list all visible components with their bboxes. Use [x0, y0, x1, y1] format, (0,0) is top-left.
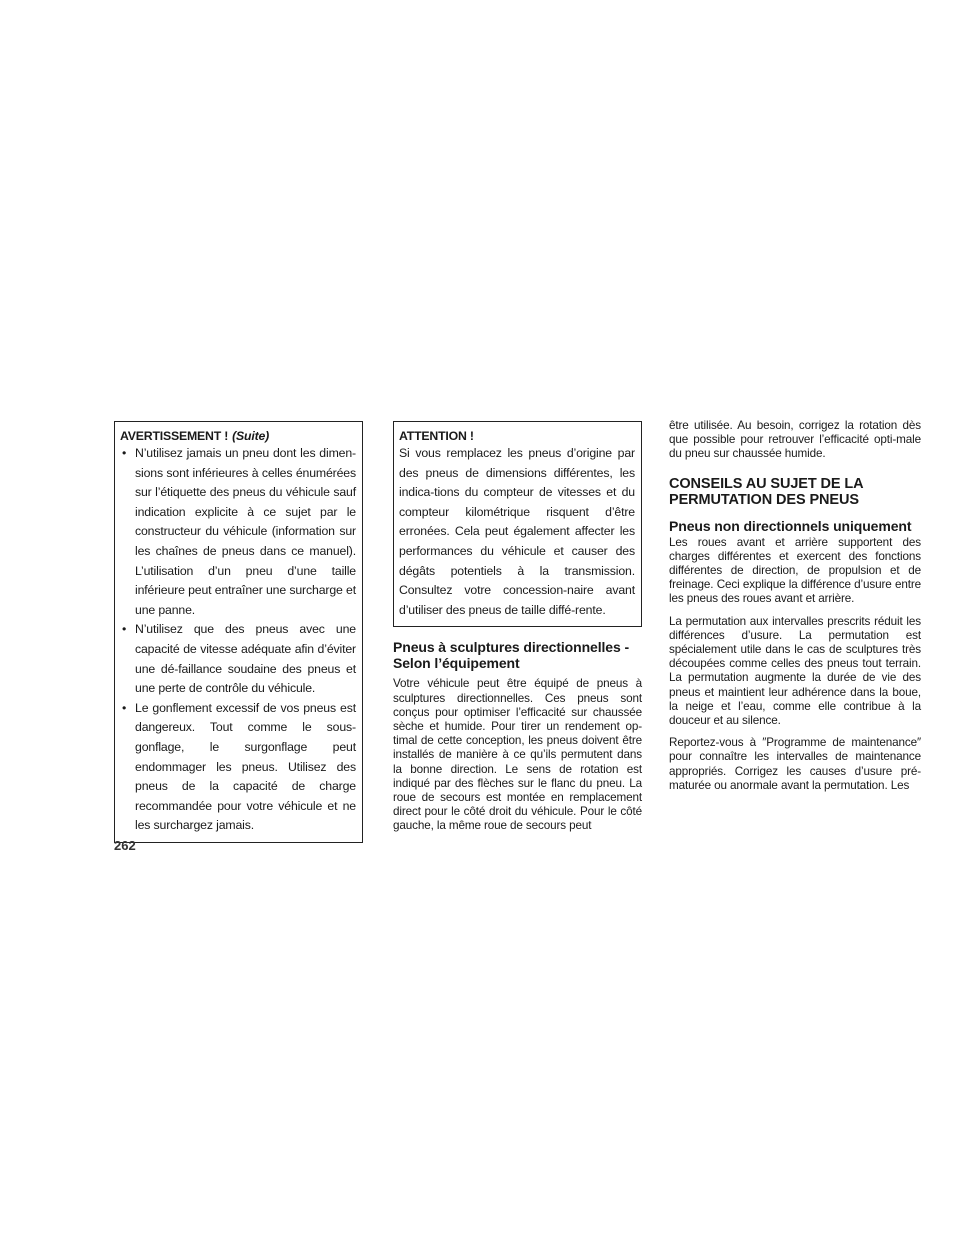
column-1	[114, 421, 363, 843]
attention-text: Si vous remplacez les pneus d’origine par des pneus de dimensions différentes, les indica-tions du compteur de vitesses et du compteur kilométrique risquent d’être erronées. Cela peut également affecter les performances du véhicule et causer des dégâts potentiels à la transmission. Consultez votre concession-naire avant d’utiliser des pneus de taille diffé-rente.	[399, 446, 635, 617]
bullet-icon: •	[122, 700, 127, 715]
warning-bullet-text: Le gonflement excessif de vos pneus est dangereux. Tout comme le sous-gonflage, le surgonflage peut endommager les pneus. Utilisez des pneus de la capacité de charge recommandée pour votre véhicule et ne les surchargez jamais.	[135, 700, 356, 833]
warning-bullet-text: N’utilisez jamais un pneu dont les dimen-sions sont inférieures à celles énumérées sur l’étiquette des pneus du véhicule sauf indication explicite à ce sujet par le constructeur du véhicule (information sur les chaînes de pneus dans ce manuel). L’utilisation d’un pneu d’une taille inférieure peut entraîner une surcharge et une panne.	[135, 446, 356, 617]
attention-box	[393, 421, 642, 627]
continuation-paragraph: être utilisée. Au besoin, corrigez la rotation dès que possible pour retrouver l’efficacité opti-male du pneu sur chaussée humide.	[669, 419, 921, 461]
sub-heading: Pneus non directionnels uniquement	[669, 517, 912, 534]
warning-box	[114, 421, 363, 843]
warning-bullet-3	[120, 699, 356, 836]
bullet-icon: •	[122, 622, 127, 637]
warning-title-text: AVERTISSEMENT !	[120, 429, 229, 443]
attention-title: ATTENTION !	[399, 429, 474, 443]
body-paragraph-1: Les roues avant et arrière supportent des charges différentes et exercent des fonctions différentes de direction, de propulsion et de freinage. Ceci explique la différence d’usure entre les pneus des roues avant et arrière.	[669, 535, 921, 606]
column-3	[669, 419, 921, 801]
warning-title	[120, 428, 356, 444]
body-paragraph-2: La permutation aux intervalles prescrits réduit les différences d’usure. La permutation est spécialement utile dans le cas de sculptures très découpées comme celles des pneus tout terrain. La permutation augmente la durée de vie des pneus et maintient leur adhérence dans la boue, la neige et l’eau, comme elle contribue à la douceur et au silence.	[669, 614, 921, 728]
page-number: 262	[114, 838, 136, 853]
bullet-icon: •	[122, 446, 127, 460]
directional-heading: Pneus à sculptures directionnelles - Selon l’équipement	[393, 639, 630, 672]
warning-bullet-1	[120, 444, 356, 620]
warning-subtitle: (Suite)	[232, 429, 269, 443]
section-heading: CONSEILS AU SUJET DE LA PERMUTATION DES PNEUS	[669, 475, 864, 508]
warning-bullets	[120, 444, 356, 836]
column-2	[393, 421, 642, 842]
body-paragraph-3: Reportez-vous à ″Programme de maintenance″ pour connaître les intervalles de maintenance appropriés. Corrigez les causes d’usure pré-maturée ou anormale avant la permutation. Les	[669, 736, 921, 792]
warning-bullet-text: N’utilisez que des pneus avec une capacité de vitesse adéquate afin d’éviter une dé-faillance soudaine des pneus et une perte de contrôle du véhicule.	[135, 622, 356, 696]
directional-paragraph: Votre véhicule peut être équipé de pneus à sculptures directionnelles. Ces pneus sont conçus pour optimiser l’efficacité sur chaussée sèche et humide. Pour tirer un rendement op-timal de cette conception, les pneus doivent être installés de manière à ce qu’ils permutent dans la bonne direction. Le sens de rotation est indiqué par des flèches sur le flanc du pneu. La roue de secours est montée en remplacement direct pour le côté droit du véhicule. Pour le côté gauche, la même roue de secours peut	[393, 677, 642, 833]
warning-bullet-2	[120, 620, 356, 698]
